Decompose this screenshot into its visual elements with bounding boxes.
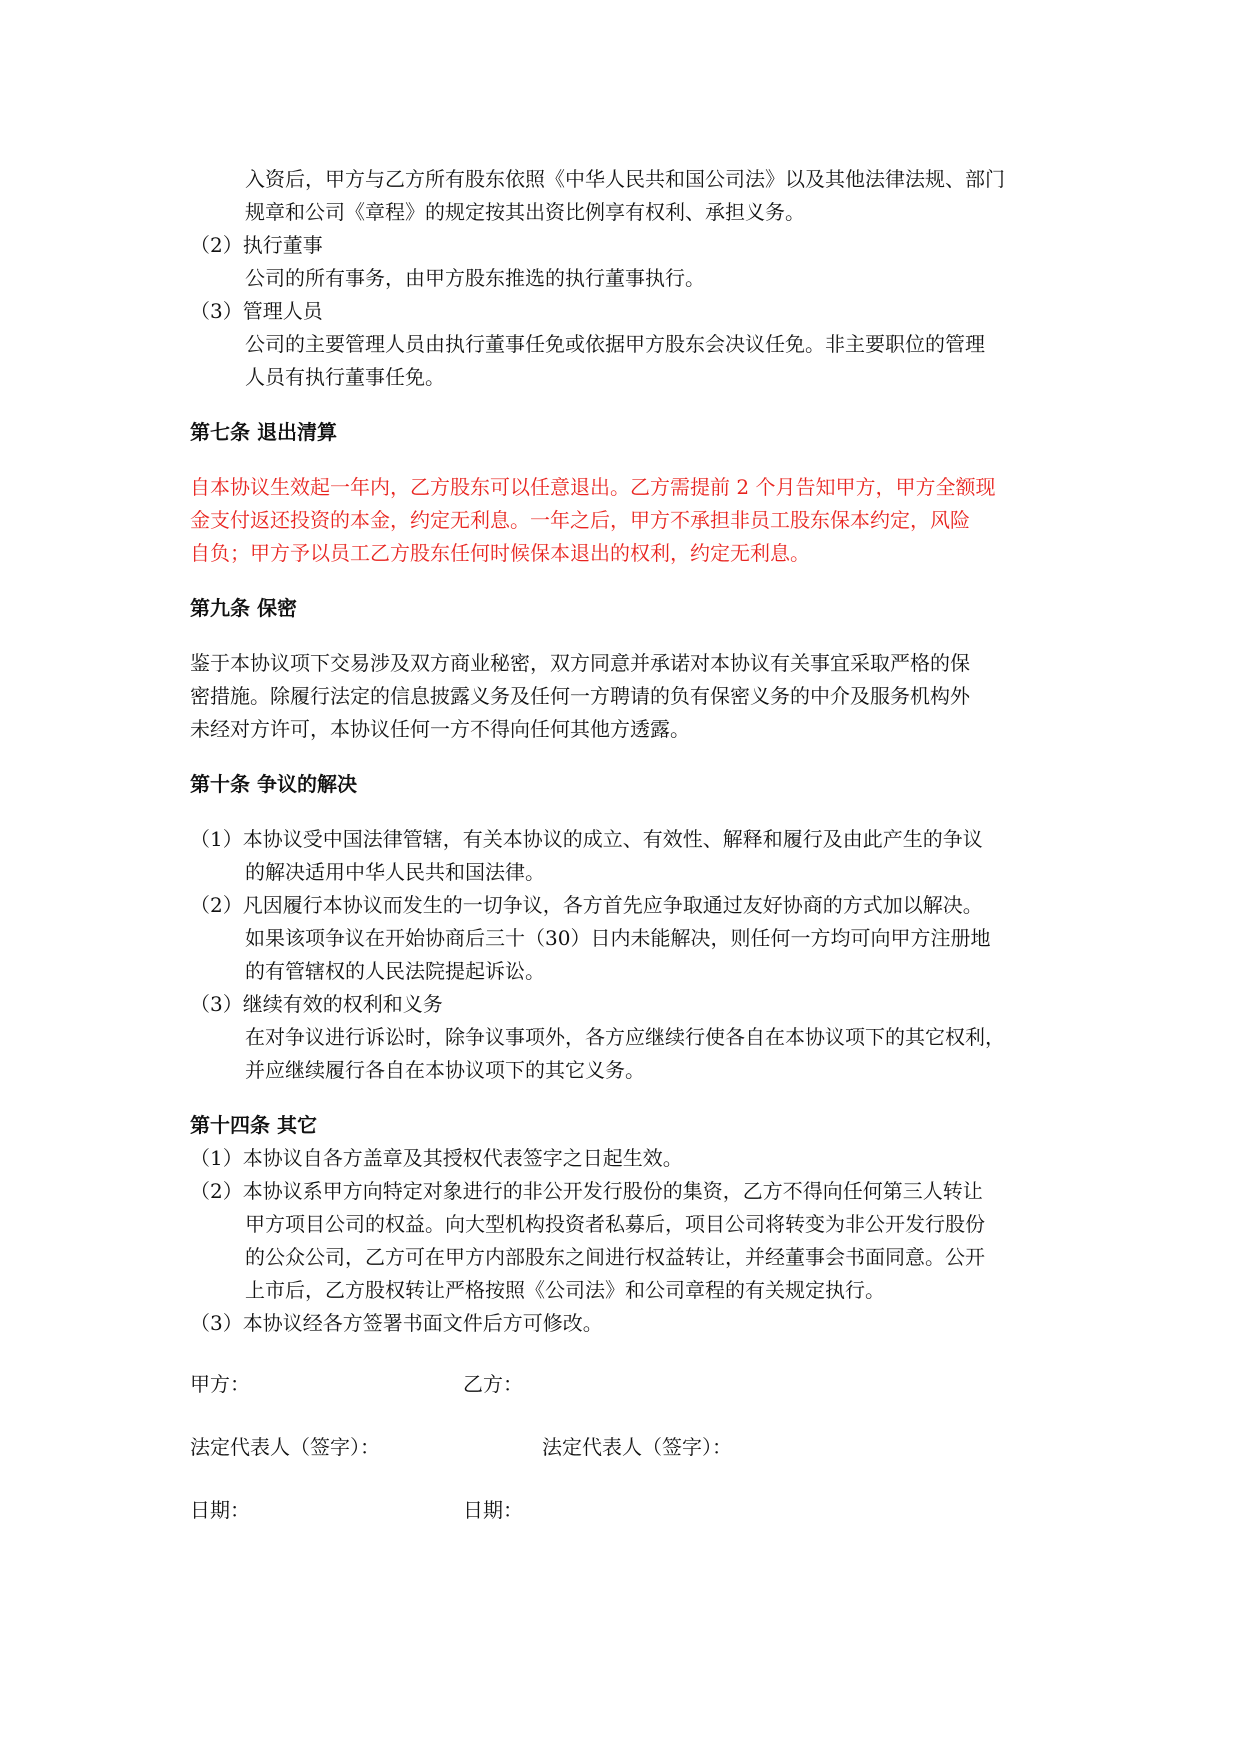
party-b-representative-label: 法定代表人（签字）：: [542, 1435, 732, 1459]
text-line: 上市后，乙方股权转让严格按照《公司法》和公司章程的有关规定执行。: [245, 1278, 885, 1302]
text-line: 自负；甲方予以员工乙方股东任何时候保本退出的权利，约定无利息。: [190, 541, 810, 565]
text-line: 密措施。除履行法定的信息披露义务及任何一方聘请的负有保密义务的中介及服务机构外: [190, 684, 970, 708]
text-line: 在对争议进行诉讼时，除争议事项外，各方应继续行使各自在本协议项下的其它权利，: [245, 1025, 1005, 1049]
party-a-representative-label: 法定代表人（签字）：: [190, 1435, 380, 1459]
text-line: 未经对方许可，本协议任何一方不得向任何其他方透露。: [190, 717, 690, 741]
text-line: 如果该项争议在开始协商后三十（30）日内未能解决，则任何一方均可向甲方注册地: [245, 926, 991, 950]
article-7-title: 第七条 退出清算: [190, 420, 337, 444]
text-line: 规章和公司《章程》的规定按其出资比例享有权利、承担义务。: [245, 200, 805, 224]
text-line: 人员有执行董事任免。: [245, 365, 445, 389]
article-14-title: 第十四条 其它: [190, 1113, 317, 1137]
text-line: 的有管辖权的人民法院提起诉讼。: [245, 959, 545, 983]
list-item-label: （3）继续有效的权利和义务: [190, 992, 443, 1016]
signature-row-representatives: [190, 1431, 1070, 1464]
text-line: 的解决适用中华人民共和国法律。: [245, 860, 545, 884]
party-a-label: 甲方：: [190, 1372, 250, 1396]
list-item: （2）凡因履行本协议而发生的一切争议，各方首先应争取通过友好协商的方式加以解决。: [190, 893, 983, 917]
text-line: 并应继续履行各自在本协议项下的其它义务。: [245, 1058, 645, 1082]
list-item: （1）本协议自各方盖章及其授权代表签字之日起生效。: [190, 1146, 683, 1170]
party-b-date-label: 日期：: [463, 1498, 523, 1522]
article-10-title: 第十条 争议的解决: [190, 772, 357, 796]
list-item: （3）本协议经各方签署书面文件后方可修改。: [190, 1311, 603, 1335]
article-14-body: [190, 1142, 1070, 1340]
article-9-body: [190, 647, 1070, 746]
text-line: 的公众公司，乙方可在甲方内部股东之间进行权益转让，并经董事会书面同意。公开: [245, 1245, 985, 1269]
list-item: （2）本协议系甲方向特定对象进行的非公开发行股份的集资，乙方不得向任何第三人转让: [190, 1179, 983, 1203]
document-body: [190, 163, 1070, 1527]
text-line: 甲方项目公司的权益。向大型机构投资者私募后，项目公司将转变为非公开发行股份: [245, 1212, 985, 1236]
article-10-body: [190, 823, 1070, 1087]
signature-row-dates: [190, 1494, 1070, 1527]
party-b-label: 乙方：: [463, 1372, 523, 1396]
text-line: 自本协议生效起一年内，乙方股东可以任意退出。乙方需提前 2 个月告知甲方，甲方全额现: [190, 475, 996, 499]
signature-row-parties: [190, 1368, 1070, 1401]
article-9-title: 第九条 保密: [190, 596, 297, 620]
text-line: 入资后，甲方与乙方所有股东依照《中华人民共和国公司法》以及其他法律法规、部门: [245, 167, 1005, 191]
text-line: 鉴于本协议项下交易涉及双方商业秘密，双方同意并承诺对本协议有关事宜采取严格的保: [190, 651, 970, 675]
list-item-label: （3）管理人员: [190, 299, 323, 323]
party-a-date-label: 日期：: [190, 1498, 250, 1522]
article-7-body: [190, 471, 1070, 570]
text-line: 公司的主要管理人员由执行董事任免或依据甲方股东会决议任免。非主要职位的管理: [245, 332, 985, 356]
text-line: 公司的所有事务，由甲方股东推选的执行董事执行。: [245, 266, 705, 290]
list-item-label: （2）执行董事: [190, 233, 323, 257]
text-line: 金支付返还投资的本金，约定无利息。一年之后，甲方不承担非员工股东保本约定，风险: [190, 508, 970, 532]
list-item: （1）本协议受中国法律管辖，有关本协议的成立、有效性、解释和履行及由此产生的争议: [190, 827, 983, 851]
